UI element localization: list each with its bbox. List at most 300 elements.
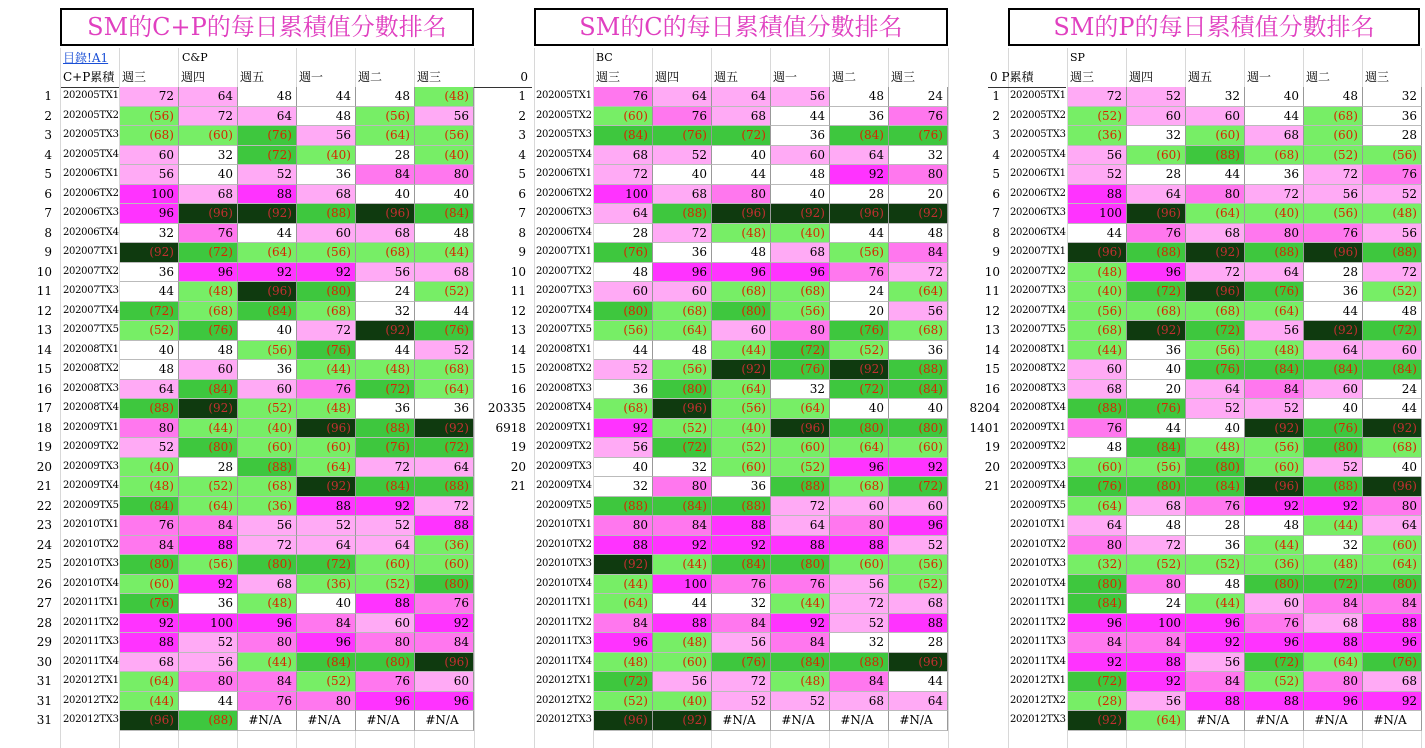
cp-score-cell[interactable]: (76) (120, 594, 179, 614)
p-score-cell[interactable]: 88 (1304, 633, 1363, 653)
c-score-cell[interactable]: 60 (889, 497, 948, 517)
cp-score-cell[interactable]: 84 (297, 614, 356, 634)
p-score-cell[interactable]: (56) (1363, 146, 1422, 166)
cp-score-cell[interactable]: (76) (415, 321, 474, 341)
c-score-cell[interactable]: (48) (594, 653, 653, 673)
p-score-cell[interactable]: (96) (1304, 243, 1363, 263)
c-score-cell[interactable]: 20 (830, 302, 889, 322)
p-score-cell[interactable]: (48) (1186, 438, 1245, 458)
p-score-cell[interactable]: 56 (1245, 321, 1304, 341)
cp-score-cell[interactable]: (88) (356, 419, 415, 439)
cp-score-cell[interactable]: 40 (120, 341, 179, 361)
cp-score-cell[interactable]: 64 (356, 536, 415, 556)
p-score-cell[interactable]: 84 (1245, 380, 1304, 400)
p-score-cell[interactable]: 32 (1186, 87, 1245, 107)
p-score-cell[interactable]: (72) (1186, 321, 1245, 341)
c-score-cell[interactable]: (92) (889, 204, 948, 224)
c-score-cell[interactable]: 28 (594, 224, 653, 244)
c-score-cell[interactable]: 40 (653, 165, 712, 185)
p-score-cell[interactable]: 44 (1186, 165, 1245, 185)
p-score-cell[interactable]: 68 (1127, 497, 1186, 517)
c-score-cell[interactable]: (92) (771, 204, 830, 224)
cp-score-cell[interactable]: 48 (238, 87, 297, 107)
cp-score-cell[interactable]: (76) (238, 126, 297, 146)
p-score-cell[interactable]: 92 (1186, 633, 1245, 653)
cp-score-cell[interactable]: (40) (238, 419, 297, 439)
c-score-cell[interactable]: (80) (771, 555, 830, 575)
p-score-cell[interactable]: (80) (1068, 575, 1127, 595)
c-score-cell[interactable]: 80 (771, 321, 830, 341)
p-score-cell[interactable]: (64) (1245, 302, 1304, 322)
cp-score-cell[interactable]: 88 (120, 633, 179, 653)
cp-score-cell[interactable]: (68) (179, 302, 238, 322)
p-score-cell[interactable]: 60 (1186, 107, 1245, 127)
c-score-cell[interactable]: (52) (771, 458, 830, 478)
p-score-cell[interactable]: 24 (1127, 594, 1186, 614)
c-score-cell[interactable]: 72 (712, 672, 771, 692)
cp-score-cell[interactable]: (96) (297, 419, 356, 439)
p-score-cell[interactable]: 68 (1068, 380, 1127, 400)
cp-score-cell[interactable]: 96 (238, 614, 297, 634)
p-score-cell[interactable]: 40 (1363, 458, 1422, 478)
p-score-cell[interactable]: 44 (1127, 419, 1186, 439)
p-score-cell[interactable]: 88 (1068, 185, 1127, 205)
c-score-cell[interactable]: (56) (653, 360, 712, 380)
cp-score-cell[interactable]: 76 (120, 516, 179, 536)
p-score-cell[interactable]: 44 (1068, 224, 1127, 244)
p-score-cell[interactable]: (52) (1068, 107, 1127, 127)
c-score-cell[interactable]: 36 (712, 477, 771, 497)
p-score-cell[interactable]: 32 (1363, 87, 1422, 107)
p-score-cell[interactable]: (48) (1363, 204, 1422, 224)
p-score-cell[interactable]: 92 (1245, 497, 1304, 517)
c-score-cell[interactable]: 36 (653, 243, 712, 263)
cp-score-cell[interactable]: 60 (356, 614, 415, 634)
cp-score-cell[interactable]: 64 (238, 107, 297, 127)
p-score-cell[interactable]: #N/A (1304, 711, 1363, 731)
cp-score-cell[interactable]: 36 (238, 360, 297, 380)
cp-score-cell[interactable]: (52) (297, 672, 356, 692)
c-score-cell[interactable]: (64) (712, 380, 771, 400)
p-score-cell[interactable]: 92 (1304, 497, 1363, 517)
p-score-cell[interactable]: (84) (1304, 360, 1363, 380)
c-score-cell[interactable]: 52 (830, 614, 889, 634)
c-score-cell[interactable]: 28 (830, 185, 889, 205)
p-score-cell[interactable]: (80) (1363, 575, 1422, 595)
p-score-cell[interactable]: (56) (1068, 302, 1127, 322)
p-score-cell[interactable]: 24 (1363, 380, 1422, 400)
cp-score-cell[interactable]: 28 (356, 146, 415, 166)
c-score-cell[interactable]: 76 (653, 107, 712, 127)
c-score-cell[interactable]: 60 (771, 146, 830, 166)
cp-score-cell[interactable]: (72) (356, 380, 415, 400)
p-score-cell[interactable]: 72 (1363, 263, 1422, 283)
p-score-cell[interactable]: (84) (1068, 594, 1127, 614)
p-score-cell[interactable]: 88 (1363, 614, 1422, 634)
cp-score-cell[interactable]: 80 (356, 633, 415, 653)
c-score-cell[interactable]: 80 (653, 477, 712, 497)
c-score-cell[interactable]: 76 (594, 87, 653, 107)
cp-score-cell[interactable]: (80) (179, 438, 238, 458)
p-score-cell[interactable]: 64 (1304, 341, 1363, 361)
p-score-cell[interactable]: 64 (1363, 516, 1422, 536)
c-score-cell[interactable]: (96) (594, 711, 653, 731)
p-score-cell[interactable]: (36) (1245, 555, 1304, 575)
cp-score-cell[interactable]: 88 (356, 594, 415, 614)
p-score-cell[interactable]: (92) (1304, 321, 1363, 341)
cp-score-cell[interactable]: (36) (415, 536, 474, 556)
p-score-cell[interactable]: 56 (1304, 185, 1363, 205)
c-score-cell[interactable]: (72) (889, 477, 948, 497)
cp-score-cell[interactable]: 96 (297, 633, 356, 653)
cp-score-cell[interactable]: 72 (356, 458, 415, 478)
cp-score-cell[interactable]: 52 (179, 633, 238, 653)
c-score-cell[interactable]: (68) (594, 399, 653, 419)
cp-score-cell[interactable]: 100 (120, 185, 179, 205)
p-score-cell[interactable]: (64) (1304, 653, 1363, 673)
p-score-cell[interactable]: 32 (1304, 536, 1363, 556)
c-score-cell[interactable]: 80 (712, 185, 771, 205)
cp-score-cell[interactable]: (96) (179, 204, 238, 224)
p-score-cell[interactable]: (96) (1363, 477, 1422, 497)
p-score-cell[interactable]: 36 (1127, 341, 1186, 361)
cp-score-cell[interactable]: 48 (179, 341, 238, 361)
c-score-cell[interactable]: 76 (889, 107, 948, 127)
c-score-cell[interactable]: (76) (771, 360, 830, 380)
cp-score-cell[interactable]: (76) (356, 438, 415, 458)
cp-score-cell[interactable]: (60) (120, 575, 179, 595)
cp-score-cell[interactable]: 52 (238, 165, 297, 185)
p-score-cell[interactable]: 68 (1363, 672, 1422, 692)
cp-score-cell[interactable]: 32 (120, 224, 179, 244)
cp-score-cell[interactable]: (56) (356, 107, 415, 127)
p-score-cell[interactable]: (40) (1068, 282, 1127, 302)
p-score-cell[interactable]: 96 (1186, 614, 1245, 634)
p-score-cell[interactable]: (76) (1245, 282, 1304, 302)
cp-score-cell[interactable]: 40 (415, 185, 474, 205)
p-score-cell[interactable]: 36 (1245, 165, 1304, 185)
p-score-cell[interactable]: 92 (1127, 672, 1186, 692)
c-score-cell[interactable]: 40 (594, 458, 653, 478)
cp-score-cell[interactable]: 36 (179, 594, 238, 614)
cp-score-cell[interactable]: 72 (179, 107, 238, 127)
p-score-cell[interactable]: 84 (1186, 672, 1245, 692)
p-score-cell[interactable]: 44 (1363, 399, 1422, 419)
p-score-cell[interactable]: (56) (1304, 204, 1363, 224)
c-score-cell[interactable]: 96 (830, 458, 889, 478)
c-score-cell[interactable]: 96 (712, 263, 771, 283)
c-score-cell[interactable]: (60) (594, 107, 653, 127)
p-score-cell[interactable]: (84) (1186, 477, 1245, 497)
p-score-cell[interactable]: (64) (1186, 204, 1245, 224)
cp-score-cell[interactable]: (88) (179, 711, 238, 731)
c-score-cell[interactable]: (84) (830, 126, 889, 146)
p-score-cell[interactable]: 84 (1127, 633, 1186, 653)
cp-score-cell[interactable]: (48) (297, 399, 356, 419)
p-score-cell[interactable]: 56 (1363, 224, 1422, 244)
cp-score-cell[interactable]: (48) (120, 477, 179, 497)
p-score-cell[interactable]: 64 (1245, 263, 1304, 283)
cp-score-cell[interactable]: (64) (415, 380, 474, 400)
p-score-cell[interactable]: (76) (1127, 399, 1186, 419)
c-score-cell[interactable]: 60 (712, 321, 771, 341)
cp-score-cell[interactable]: 64 (415, 458, 474, 478)
p-score-cell[interactable]: (68) (1127, 302, 1186, 322)
c-score-cell[interactable]: 56 (653, 672, 712, 692)
p-score-cell[interactable]: (76) (1304, 419, 1363, 439)
p-score-cell[interactable]: 64 (1186, 380, 1245, 400)
p-score-cell[interactable]: 48 (1068, 438, 1127, 458)
cp-score-cell[interactable]: (52) (356, 575, 415, 595)
c-score-cell[interactable]: 72 (830, 594, 889, 614)
p-score-cell[interactable]: 60 (1068, 360, 1127, 380)
c-score-cell[interactable]: 92 (594, 419, 653, 439)
cp-score-cell[interactable]: (44) (297, 360, 356, 380)
p-score-cell[interactable]: 80 (1127, 575, 1186, 595)
cp-score-cell[interactable]: 68 (415, 263, 474, 283)
cp-score-cell[interactable]: 56 (120, 165, 179, 185)
c-score-cell[interactable]: (88) (830, 653, 889, 673)
p-score-cell[interactable]: (84) (1363, 360, 1422, 380)
cp-score-cell[interactable]: (92) (356, 321, 415, 341)
cp-score-cell[interactable]: (56) (120, 107, 179, 127)
cp-score-cell[interactable]: 76 (238, 692, 297, 712)
p-score-cell[interactable]: (72) (1245, 653, 1304, 673)
cp-score-cell[interactable]: #N/A (297, 711, 356, 731)
c-score-cell[interactable]: 56 (830, 575, 889, 595)
p-score-cell[interactable]: (56) (1127, 458, 1186, 478)
p-score-cell[interactable]: (76) (1068, 477, 1127, 497)
c-score-cell[interactable]: (44) (594, 575, 653, 595)
c-score-cell[interactable]: 84 (712, 614, 771, 634)
p-score-cell[interactable]: (68) (1068, 321, 1127, 341)
cp-score-cell[interactable]: (92) (120, 243, 179, 263)
p-score-cell[interactable]: 80 (1363, 497, 1422, 517)
c-score-cell[interactable]: 48 (594, 263, 653, 283)
p-score-cell[interactable]: 88 (1245, 692, 1304, 712)
c-score-cell[interactable]: (96) (712, 204, 771, 224)
c-score-cell[interactable]: #N/A (830, 711, 889, 731)
cp-score-cell[interactable]: 68 (179, 185, 238, 205)
c-score-cell[interactable]: 44 (771, 107, 830, 127)
cp-score-cell[interactable]: 36 (415, 399, 474, 419)
p-score-cell[interactable]: 56 (1127, 692, 1186, 712)
c-score-cell[interactable]: 96 (653, 263, 712, 283)
p-score-cell[interactable]: 52 (1127, 87, 1186, 107)
c-score-cell[interactable]: (52) (653, 419, 712, 439)
c-score-cell[interactable]: 44 (653, 594, 712, 614)
cp-score-cell[interactable]: #N/A (356, 711, 415, 731)
c-score-cell[interactable]: (52) (594, 692, 653, 712)
cp-score-cell[interactable]: (84) (179, 380, 238, 400)
c-score-cell[interactable]: (72) (594, 672, 653, 692)
cp-score-cell[interactable]: 88 (415, 516, 474, 536)
c-score-cell[interactable]: 60 (830, 497, 889, 517)
c-score-cell[interactable]: 56 (889, 302, 948, 322)
c-score-cell[interactable]: 64 (653, 87, 712, 107)
c-score-cell[interactable]: (92) (594, 555, 653, 575)
c-score-cell[interactable]: 52 (653, 146, 712, 166)
cp-score-cell[interactable]: 64 (297, 536, 356, 556)
cp-score-cell[interactable]: (52) (238, 399, 297, 419)
p-score-cell[interactable]: (52) (1245, 672, 1304, 692)
cp-score-cell[interactable]: (44) (415, 243, 474, 263)
c-score-cell[interactable]: (60) (889, 438, 948, 458)
p-score-cell[interactable]: (28) (1068, 692, 1127, 712)
cp-score-cell[interactable]: 76 (415, 594, 474, 614)
c-score-cell[interactable]: (80) (653, 380, 712, 400)
cp-score-cell[interactable]: 92 (120, 614, 179, 634)
cp-score-cell[interactable]: (80) (415, 575, 474, 595)
c-score-cell[interactable]: (60) (771, 438, 830, 458)
cp-score-cell[interactable]: 36 (297, 165, 356, 185)
p-score-cell[interactable]: 92 (1363, 692, 1422, 712)
c-score-cell[interactable]: (84) (594, 126, 653, 146)
c-score-cell[interactable]: (68) (830, 477, 889, 497)
p-score-cell[interactable]: 96 (1127, 263, 1186, 283)
c-score-cell[interactable]: 72 (771, 497, 830, 517)
c-score-cell[interactable]: (80) (594, 302, 653, 322)
p-score-cell[interactable]: (88) (1363, 243, 1422, 263)
p-score-cell[interactable]: 96 (1363, 633, 1422, 653)
p-score-cell[interactable]: (44) (1186, 594, 1245, 614)
cp-score-cell[interactable]: (48) (415, 87, 474, 107)
cp-score-cell[interactable]: 96 (120, 204, 179, 224)
p-score-cell[interactable]: (80) (1186, 458, 1245, 478)
c-score-cell[interactable]: (76) (889, 126, 948, 146)
c-score-cell[interactable]: (92) (653, 711, 712, 731)
p-score-cell[interactable]: 68 (1304, 614, 1363, 634)
c-score-cell[interactable]: 24 (889, 87, 948, 107)
cp-score-cell[interactable]: (52) (415, 282, 474, 302)
c-score-cell[interactable]: 80 (594, 516, 653, 536)
cp-score-cell[interactable]: (36) (297, 575, 356, 595)
c-score-cell[interactable]: 64 (712, 87, 771, 107)
c-score-cell[interactable]: (44) (712, 341, 771, 361)
c-score-cell[interactable]: 28 (889, 633, 948, 653)
c-score-cell[interactable]: 64 (771, 516, 830, 536)
p-score-cell[interactable]: (72) (1363, 321, 1422, 341)
cp-score-cell[interactable]: (64) (297, 458, 356, 478)
p-score-cell[interactable]: (96) (1068, 243, 1127, 263)
cp-score-cell[interactable]: (76) (179, 321, 238, 341)
c-score-cell[interactable]: 92 (830, 165, 889, 185)
c-score-cell[interactable]: 84 (889, 243, 948, 263)
c-score-cell[interactable]: 44 (830, 224, 889, 244)
c-score-cell[interactable]: (76) (594, 243, 653, 263)
cp-score-cell[interactable]: 56 (179, 653, 238, 673)
c-score-cell[interactable]: 100 (594, 185, 653, 205)
c-score-cell[interactable]: 44 (889, 672, 948, 692)
c-score-cell[interactable]: (88) (653, 204, 712, 224)
c-score-cell[interactable]: 72 (653, 224, 712, 244)
cp-score-cell[interactable]: (88) (297, 204, 356, 224)
p-score-cell[interactable]: (64) (1068, 497, 1127, 517)
c-score-cell[interactable]: 64 (830, 146, 889, 166)
p-score-cell[interactable]: (88) (1245, 243, 1304, 263)
p-score-cell[interactable]: 48 (1245, 516, 1304, 536)
p-score-cell[interactable]: #N/A (1186, 711, 1245, 731)
p-score-cell[interactable]: (92) (1245, 419, 1304, 439)
p-score-cell[interactable]: (88) (1127, 243, 1186, 263)
toc-link[interactable]: 目錄!A1 (63, 51, 109, 65)
cp-score-cell[interactable]: (96) (415, 653, 474, 673)
p-score-cell[interactable]: 100 (1127, 614, 1186, 634)
p-score-cell[interactable]: 32 (1127, 126, 1186, 146)
cp-score-cell[interactable]: 68 (238, 575, 297, 595)
cp-score-cell[interactable]: 80 (238, 633, 297, 653)
cp-score-cell[interactable]: 60 (297, 224, 356, 244)
c-score-cell[interactable]: (84) (771, 653, 830, 673)
cp-score-cell[interactable]: 64 (120, 380, 179, 400)
p-score-cell[interactable]: (80) (1127, 477, 1186, 497)
p-score-cell[interactable]: 72 (1068, 87, 1127, 107)
p-score-cell[interactable]: 52 (1363, 185, 1422, 205)
p-score-cell[interactable]: (72) (1068, 672, 1127, 692)
cp-score-cell[interactable]: (96) (356, 204, 415, 224)
p-score-cell[interactable]: (60) (1127, 146, 1186, 166)
cp-score-cell[interactable]: 48 (120, 360, 179, 380)
c-score-cell[interactable]: (44) (653, 555, 712, 575)
cp-score-cell[interactable]: (96) (238, 282, 297, 302)
cp-score-cell[interactable]: 80 (120, 419, 179, 439)
c-score-cell[interactable]: (68) (653, 302, 712, 322)
p-score-cell[interactable]: (40) (1245, 204, 1304, 224)
p-score-cell[interactable]: 36 (1363, 107, 1422, 127)
c-score-cell[interactable]: (76) (830, 321, 889, 341)
p-score-cell[interactable]: #N/A (1245, 711, 1304, 731)
cp-score-cell[interactable]: (84) (356, 477, 415, 497)
c-score-cell[interactable]: 76 (830, 263, 889, 283)
cp-score-cell[interactable]: 40 (297, 594, 356, 614)
p-score-cell[interactable]: (68) (1363, 438, 1422, 458)
p-score-cell[interactable]: 64 (1068, 516, 1127, 536)
c-score-cell[interactable]: 52 (712, 692, 771, 712)
p-score-cell[interactable]: 40 (1186, 419, 1245, 439)
c-score-cell[interactable]: 40 (712, 146, 771, 166)
cp-score-cell[interactable]: 76 (297, 380, 356, 400)
cp-score-cell[interactable]: 68 (356, 224, 415, 244)
cp-score-cell[interactable]: (72) (297, 555, 356, 575)
p-score-cell[interactable]: (48) (1068, 263, 1127, 283)
c-score-cell[interactable]: 60 (594, 282, 653, 302)
cp-score-cell[interactable]: 92 (238, 263, 297, 283)
p-score-cell[interactable]: 60 (1245, 594, 1304, 614)
p-score-cell[interactable]: 80 (1068, 536, 1127, 556)
cp-score-cell[interactable]: (68) (356, 243, 415, 263)
cp-score-cell[interactable]: (84) (415, 204, 474, 224)
c-score-cell[interactable]: (48) (771, 672, 830, 692)
c-score-cell[interactable]: (80) (712, 302, 771, 322)
c-score-cell[interactable]: (72) (771, 341, 830, 361)
cp-score-cell[interactable]: 60 (238, 380, 297, 400)
p-score-cell[interactable]: (52) (1304, 146, 1363, 166)
p-score-cell[interactable]: 84 (1304, 594, 1363, 614)
p-score-cell[interactable]: 72 (1186, 263, 1245, 283)
cp-score-cell[interactable]: 60 (120, 146, 179, 166)
cp-score-cell[interactable]: #N/A (415, 711, 474, 731)
cp-score-cell[interactable]: 84 (120, 536, 179, 556)
c-score-cell[interactable]: 60 (653, 282, 712, 302)
p-score-cell[interactable]: (64) (1127, 711, 1186, 731)
p-score-cell[interactable]: 44 (1304, 302, 1363, 322)
c-score-cell[interactable]: (96) (653, 399, 712, 419)
p-score-cell[interactable]: 52 (1304, 458, 1363, 478)
cp-score-cell[interactable]: (80) (238, 555, 297, 575)
cp-score-cell[interactable]: 44 (297, 87, 356, 107)
cp-score-cell[interactable]: (44) (238, 653, 297, 673)
cp-score-cell[interactable]: 36 (356, 399, 415, 419)
